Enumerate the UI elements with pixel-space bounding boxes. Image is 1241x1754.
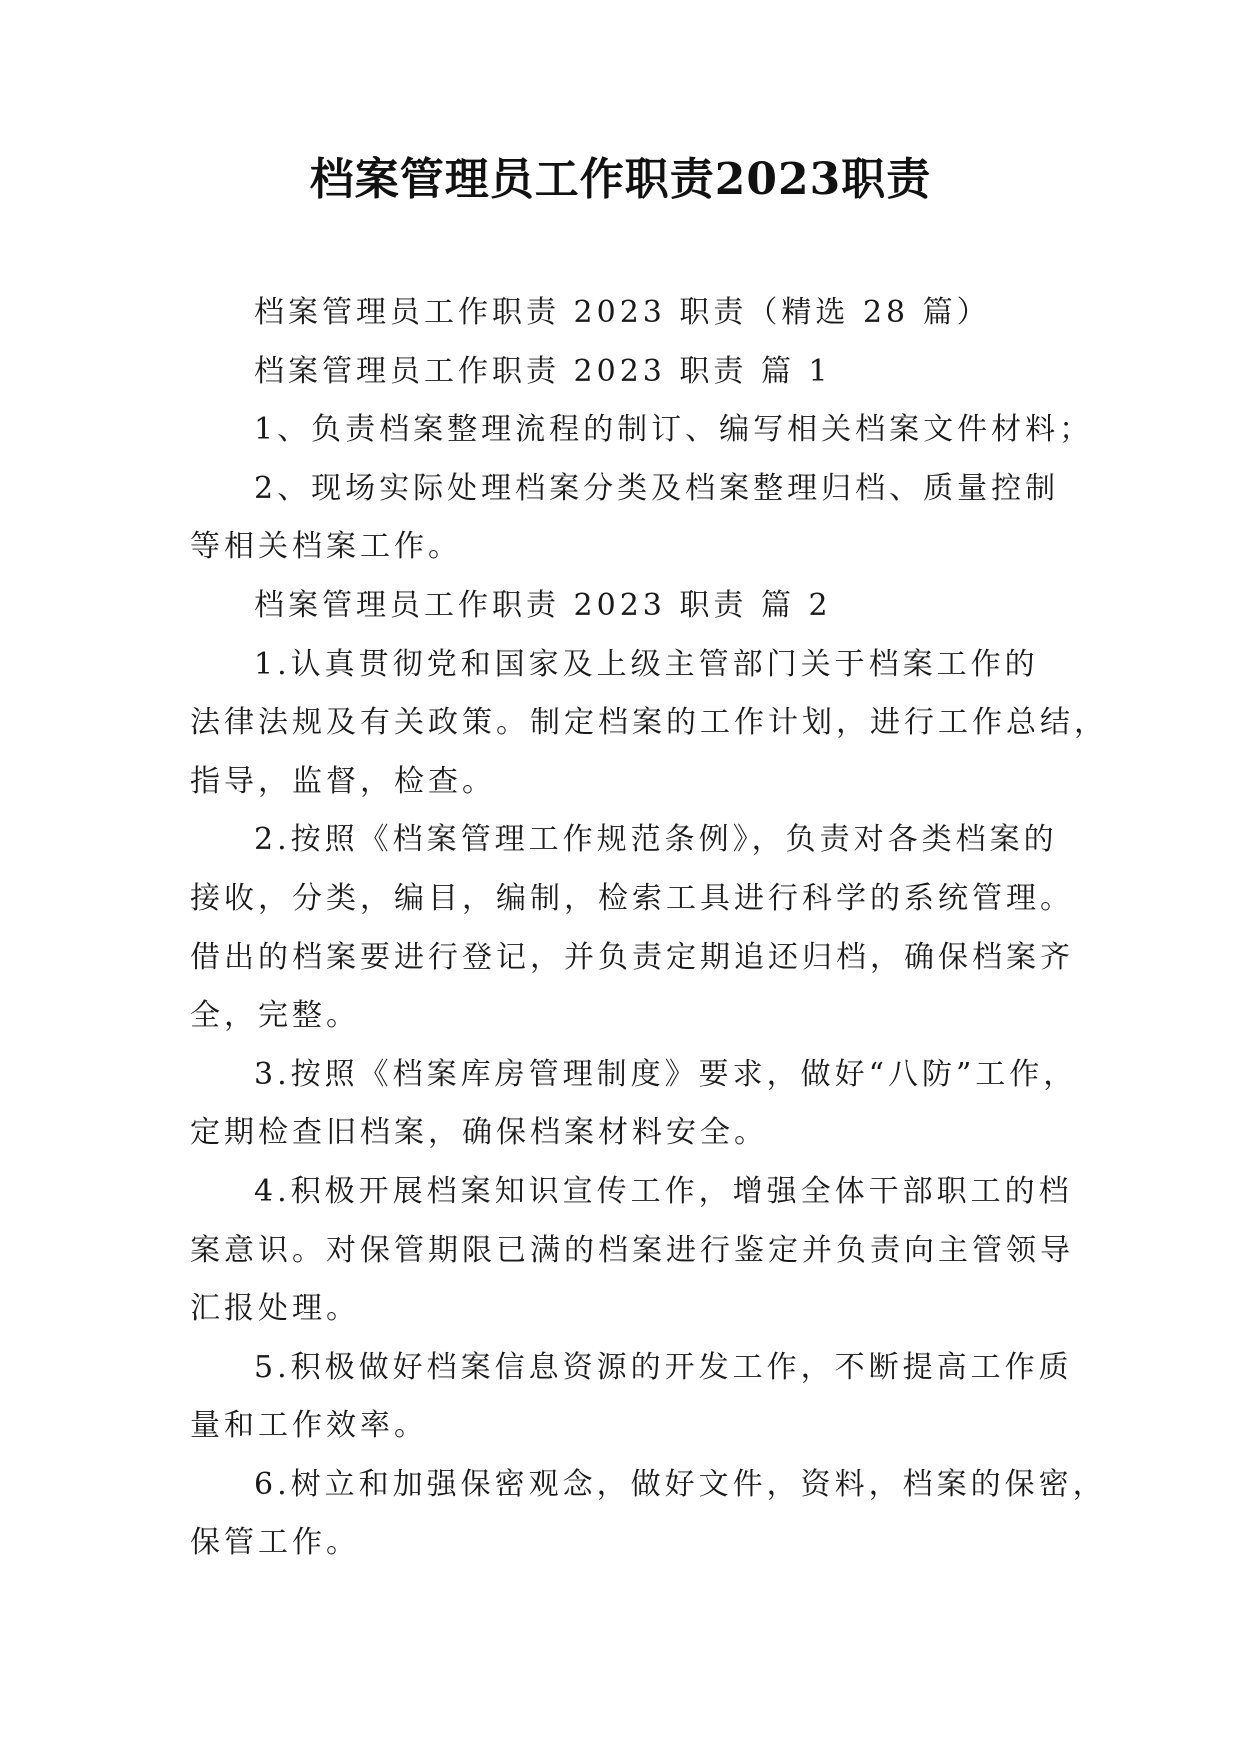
body-line: 等相关档案工作。 [190, 529, 462, 565]
body-line: 全，完整。 [190, 998, 360, 1034]
body-line: 法律法规及有关政策。制定档案的工作计划，进行工作总结， [190, 705, 1108, 741]
body-line: 保管工作。 [190, 1525, 360, 1561]
body-line: 案意识。对保管期限已满的档案进行鉴定并负责向主管领导 [190, 1232, 1074, 1268]
body-line: 3.按照《档案库房管理制度》要求，做好“八防”工作， [254, 1056, 1078, 1092]
body-line: 2.按照《档案管理工作规范条例》，负责对各类档案的 [254, 822, 1058, 858]
body-line: 量和工作效率。 [190, 1408, 428, 1444]
body-line: 1、负责档案整理流程的制订、编写相关档案文件材料； [254, 412, 1094, 448]
body-line: 5.积极做好档案信息资源的开发工作，不断提高工作质 [254, 1349, 1073, 1385]
body-line: 2、现场实际处理档案分类及档案整理归档、质量控制 [254, 470, 1060, 506]
body-line: 档案管理员工作职责 2023 职责 篇 1 [254, 353, 832, 389]
body-line: 借出的档案要进行登记，并负责定期追还归档，确保档案齐 [190, 939, 1074, 975]
body-line: 指导，监督，检查。 [190, 763, 496, 799]
body-line: 档案管理员工作职责 2023 职责（精选 28 篇） [254, 295, 991, 330]
document-title: 档案管理员工作职责2023职责 [309, 154, 932, 205]
body-line: 汇报处理。 [190, 1291, 360, 1327]
body-line: 1.认真贯彻党和国家及上级主管部门关于档案工作的 [254, 646, 1039, 682]
body-line: 6.树立和加强保密观念，做好文件，资料，档案的保密， [254, 1466, 1107, 1502]
body-line: 定期检查旧档案，确保档案材料安全。 [190, 1115, 768, 1151]
body-line: 接收，分类，编目，编制，检索工具进行科学的系统管理。 [190, 880, 1074, 916]
body-line: 4.积极开展档案知识宣传工作，增强全体干部职工的档 [254, 1173, 1073, 1209]
body-line: 档案管理员工作职责 2023 职责 篇 2 [254, 587, 832, 623]
document-body [190, 284, 1108, 1573]
